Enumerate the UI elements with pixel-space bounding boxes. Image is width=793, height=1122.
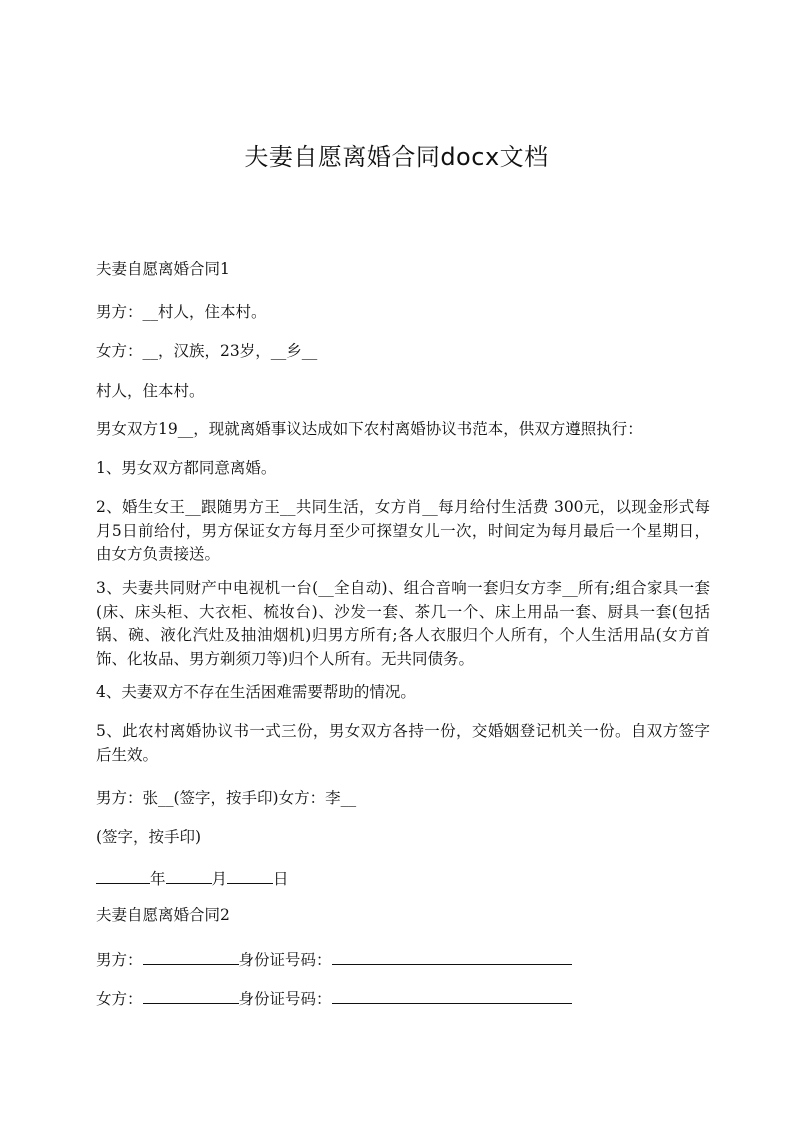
year-blank <box>96 866 150 884</box>
intro-paragraph: 男女双方19__，现就离婚事议达成如下农村离婚协议书范本，供双方遵照执行： <box>96 420 643 438</box>
id-label: 身份证号码： <box>238 990 332 1008</box>
date-line <box>96 866 710 891</box>
signature-note: (签字，按手印) <box>96 828 202 846</box>
day-blank <box>227 866 273 884</box>
female-label: 女方： <box>96 990 143 1008</box>
document-title: 夫妻自愿离婚合同docx文档 <box>244 143 549 171</box>
female-party-line: 女方：__，汉族，23岁，__乡__ <box>96 342 318 360</box>
male-id-blank <box>332 947 572 965</box>
female-id-blank <box>332 986 572 1004</box>
section1-heading: 夫妻自愿离婚合同1 <box>96 260 230 278</box>
female-name-blank <box>143 986 239 1004</box>
male-id-line <box>96 947 710 972</box>
clause-1: 1、男女双方都同意离婚。 <box>96 459 277 477</box>
signature-line: 男方：张__(签字，按手印)女方：李__ <box>96 789 357 807</box>
section2-heading: 夫妻自愿离婚合同2 <box>96 906 230 924</box>
clause-4: 4、夫妻双方不存在生活困难需要帮助的情况。 <box>96 683 416 701</box>
day-label: 日 <box>273 870 289 888</box>
male-name-blank <box>143 947 239 965</box>
month-blank <box>166 866 212 884</box>
id-label: 身份证号码： <box>238 951 332 969</box>
female-party-line-cont: 村人，住本村。 <box>96 382 205 400</box>
clause-5: 5、此农村离婚协议书一式三份，男女双方各持一份，交婚姻登记机关一份。自双方签字后生效。 <box>96 722 710 764</box>
female-id-line <box>96 986 710 1011</box>
male-party-line: 男方：__村人，住本村。 <box>96 303 267 321</box>
clause-3: 3、夫妻共同财产中电视机一台(__全自动)、组合音响一套归女方李__所有;组合家具一套(床、床头柜、大衣柜、梳妆台)、沙发一套、茶几一个、床上用品一套、厨具一套(包括锅、碗、液化汽灶及抽油烟机)归男方所有;各人衣服归个人所有，个人生活用品(女方首饰、化妆品、男方剃须刀等)归个人所有。无共同债务。 <box>96 579 710 668</box>
year-label: 年 <box>150 870 166 888</box>
month-label: 月 <box>211 870 228 888</box>
male-label: 男方： <box>96 951 143 969</box>
clause-2: 2、婚生女王__跟随男方王__共同生活，女方肖__每月给付生活费 300元，以现金形式每月5日前给付，男方保证女方每月至少可探望女儿一次，时间定为每月最后一个星期日，由女方负责接送。 <box>96 498 710 563</box>
